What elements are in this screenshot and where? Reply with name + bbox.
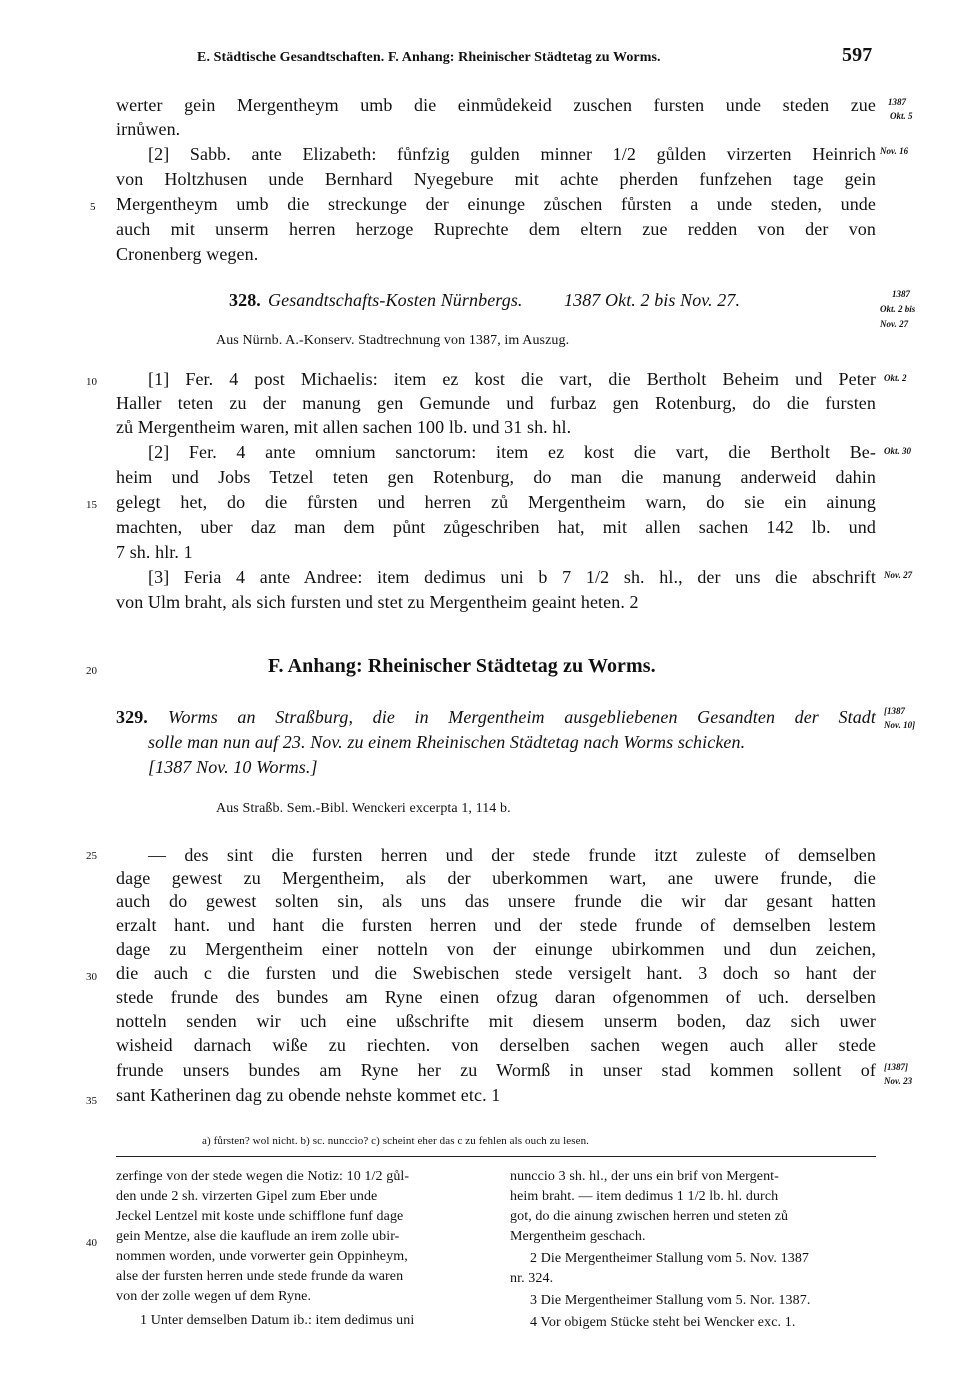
text-line: Mergentheym umb die streckunge der einunge zůschen fůrsten a unde steden, unde bbox=[116, 194, 876, 214]
line-number: 15 bbox=[86, 499, 97, 511]
text-line: auch mit unserm herren herzoge Ruprechte dem eltern zue redden von der von bbox=[116, 219, 876, 239]
margin-date: [1387] bbox=[884, 1062, 908, 1072]
footnote-line: 2 Die Mergentheimer Stallung vom 5. Nov. 1387 bbox=[530, 1251, 810, 1266]
footnote-line: Jeckel Lentzel mit koste unde schifflone funf dage bbox=[116, 1209, 404, 1224]
text-line: werter gein Mergentheym umb die einmůdekeid zuschen fursten unde steden zue bbox=[116, 95, 876, 115]
margin-date: Nov. 27 bbox=[884, 570, 913, 580]
footnote-line: 3 Die Mergentheimer Stallung vom 5. Nor. 1387. bbox=[530, 1293, 811, 1308]
margin-date: Nov. 27 bbox=[880, 319, 909, 329]
section-title: Gesandtschafts-Kosten Nürnbergs. bbox=[268, 290, 523, 310]
footnote-line: nr. 324. bbox=[510, 1271, 554, 1286]
text-line: machten, uber daz man dem půnt zůgeschriben hat, mit allen sachen 142 lb. und bbox=[116, 517, 876, 537]
text-line: [1] Fer. 4 post Michaelis: item ez kost die vart, die Bertholt Beheim und Peter bbox=[148, 369, 876, 389]
text-line: [2] Fer. 4 ante omnium sanctorum: item ez kost die vart, die Bertholt Be- bbox=[148, 442, 876, 462]
section-heading: F. Anhang: Rheinischer Städtetag zu Worms. bbox=[268, 655, 656, 677]
line-number: 10 bbox=[86, 376, 97, 388]
text-line: die auch c die fursten und die Swebischen stede versigelt hant. 3 doch so hant der bbox=[116, 963, 876, 983]
text-line: von Ulm braht, als sich fursten und stet zu Mergentheim geaint heten. 2 bbox=[116, 592, 639, 612]
text-line: Cronenberg wegen. bbox=[116, 244, 259, 264]
margin-date: Okt. 30 bbox=[884, 446, 911, 456]
section-number: 328. bbox=[229, 290, 261, 310]
footnote-line: heim braht. — item dedimus 1 1/2 lb. hl. durch bbox=[510, 1189, 779, 1204]
running-title: E. Städtische Gesandtschaften. F. Anhang: Rheinischer Städtetag zu Worms. bbox=[197, 50, 661, 65]
footnote-line: alse der fursten herren unde stede frunde da waren bbox=[116, 1269, 404, 1284]
line-number: 30 bbox=[86, 971, 97, 983]
footnote-line: den unde 2 sh. virzerten Gipel zum Eber unde bbox=[116, 1189, 378, 1204]
text-line: dage zu Mergentheim einer notteln von der einunge ubirkommen und dun zeichen, bbox=[116, 939, 876, 959]
text-line: zů Mergentheim waren, mit allen sachen 100 lb. und 31 sh. hl. bbox=[116, 417, 572, 437]
text-line: dage gewest zu Mergentheim, als der uberkommen wart, ane uwere frunde, die bbox=[116, 868, 876, 888]
text-line: — des sint die fursten herren und der stede frunde itzt zuleste of demselben bbox=[148, 845, 876, 865]
margin-date: [1387 bbox=[884, 706, 905, 716]
margin-date: Nov. 23 bbox=[884, 1076, 913, 1086]
source-note: Aus Nürnb. A.-Konserv. Stadtrechnung von 1387, im Auszug. bbox=[216, 333, 570, 348]
text-line: gelegt het, do die fůrsten und herren zů Mergentheim warn, do sie ein ainung bbox=[116, 492, 876, 512]
line-number: 40 bbox=[86, 1237, 97, 1249]
text-line: von Holtzhusen unde Bernhard Nyegebure mit achte pherden funfzehen tage gein bbox=[116, 169, 876, 189]
footnote-line: gein Mentze, alse die kauflude an irem zolle ubir- bbox=[116, 1229, 400, 1244]
text-line: 7 sh. hlr. 1 bbox=[116, 542, 193, 562]
text-line: Haller teten zu der manung gen Gemunde und furbaz gen Rotenburg, do die fursten bbox=[116, 393, 876, 413]
text-line: erzalt hant. und hant die fursten herren und der stede frunde of demselben lestem bbox=[116, 915, 876, 935]
footnote-line: 1 Unter demselben Datum ib.: item dedimus uni bbox=[140, 1313, 415, 1328]
text-line: heim und Jobs Tetzel teten gen Rotenburg, do man die manung anderweid dahin bbox=[116, 467, 876, 487]
footnote-line: zerfinge von der stede wegen die Notiz: 10 1/2 gůl- bbox=[116, 1169, 410, 1184]
text-line: notteln senden wir uch eine ußschrifte mit diesem unserm boden, daz sich uwer bbox=[116, 1011, 876, 1031]
section-title: [1387 Nov. 10 Worms.] bbox=[148, 757, 318, 777]
margin-date: Okt. 5 bbox=[890, 111, 913, 121]
footnote-line: 4 Vor obigem Stücke steht bei Wencker exc. 1. bbox=[530, 1315, 796, 1330]
line-number: 20 bbox=[86, 665, 97, 677]
footnote-line: nunccio 3 sh. hl., der uns ein brif von Mergent- bbox=[510, 1169, 779, 1184]
margin-date: Nov. 16 bbox=[880, 146, 909, 156]
footnote-line: Mergentheim geschach. bbox=[510, 1229, 646, 1244]
section-title: solle man nun auf 23. Nov. zu einem Rheinischen Städtetag nach Worms schicken. bbox=[148, 732, 746, 752]
margin-date: Okt. 2 bbox=[884, 373, 907, 383]
section-number: 329. bbox=[116, 707, 148, 727]
apparatus-note: a) fůrsten? wol nicht. b) sc. nunccio? c) scheint eher das c zu fehlen als ouch zu lesen. bbox=[202, 1135, 590, 1147]
margin-date: 1387 bbox=[892, 289, 910, 299]
line-number: 5 bbox=[90, 201, 96, 213]
footnote-line: von der zolle wegen uf dem Ryne. bbox=[116, 1289, 312, 1304]
line-number: 35 bbox=[86, 1095, 97, 1107]
section-title: Worms an Straßburg, die in Mergentheim ausgebliebenen Gesandten der Stadt bbox=[168, 707, 876, 727]
footnote-separator bbox=[116, 1156, 876, 1157]
text-line: [2] Sabb. ante Elizabeth: fůnfzig gulden minner 1/2 gůlden virzerten Heinrich bbox=[148, 144, 876, 164]
margin-date: Okt. 2 bis bbox=[880, 304, 916, 314]
margin-date: 1387 bbox=[888, 97, 906, 107]
text-line: stede frunde des bundes am Ryne einen ofzug daran ofgenommen of uch. derselben bbox=[116, 987, 876, 1007]
line-number: 25 bbox=[86, 850, 97, 862]
text-line: wisheid darnach wiße zu riechten. von derselben sachen wegen auch aller stede bbox=[116, 1035, 876, 1055]
footnote-line: nommen worden, unde vorwerter gein Oppinheym, bbox=[116, 1249, 408, 1264]
text-line: frunde unsers bundes am Ryne her zu Wormß in unser stad kommen sollent of bbox=[116, 1060, 876, 1080]
source-note: Aus Straßb. Sem.-Bibl. Wenckeri excerpta 1, 114 b. bbox=[216, 801, 511, 816]
text-line: auch do gewest solten sin, als uns das unsere frunde die wir dar gesant hatten bbox=[116, 891, 876, 911]
text-line: irnůwen. bbox=[116, 119, 181, 139]
footnote-line: got, do die ainung zwischen herren und steten zů bbox=[510, 1209, 789, 1224]
text-line: [3] Feria 4 ante Andree: item dedimus uni b 7 1/2 sh. hl., der uns die abschrift bbox=[148, 567, 876, 587]
section-date: 1387 Okt. 2 bis Nov. 27. bbox=[564, 290, 741, 310]
page-number: 597 bbox=[842, 44, 873, 66]
margin-date: Nov. 10] bbox=[884, 720, 916, 730]
text-line: sant Katherinen dag zu obende nehste kommet etc. 1 bbox=[116, 1085, 501, 1105]
